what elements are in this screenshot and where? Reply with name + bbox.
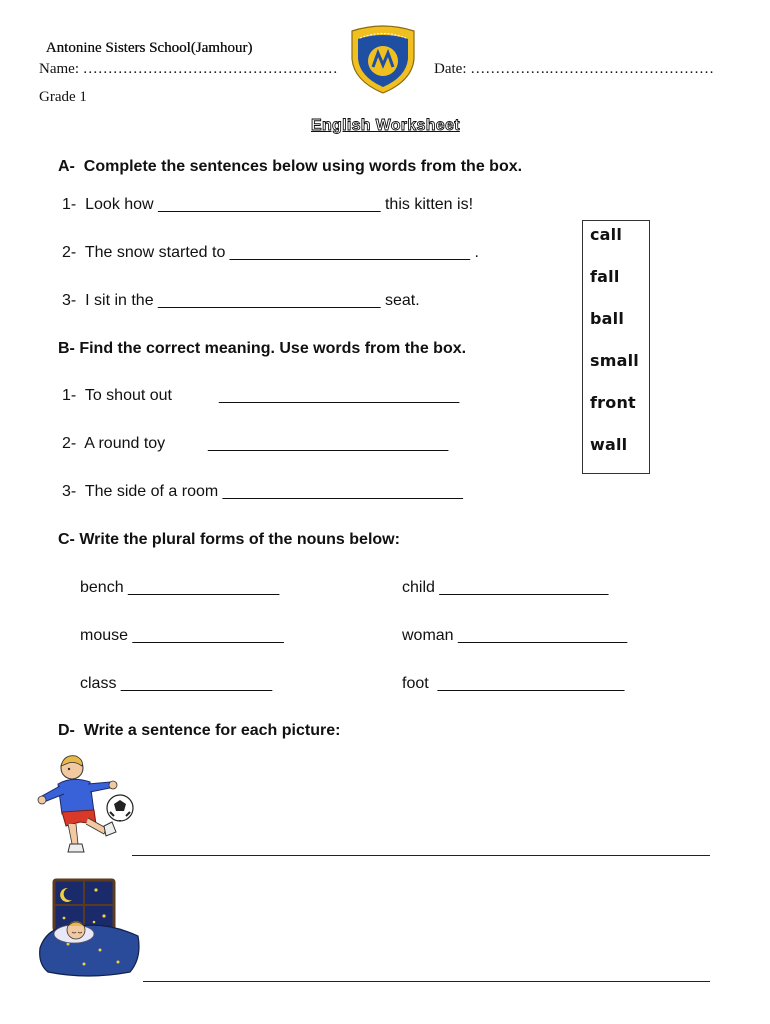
grade-label: Grade 1 bbox=[39, 89, 87, 105]
answer-blank[interactable]: _________________ bbox=[120, 675, 273, 692]
answer-blank[interactable]: ___________________________ bbox=[222, 483, 463, 500]
boy-kicking-ball-picture bbox=[36, 752, 136, 856]
school-logo bbox=[346, 25, 420, 95]
answer-blank[interactable]: _________________________ bbox=[158, 292, 381, 309]
section-a-item-3: 3- I sit in the _________________________ seat. bbox=[62, 292, 420, 309]
answer-blank[interactable]: _____________________ bbox=[437, 675, 625, 692]
date-field[interactable]: Date: …………….…………………………… bbox=[434, 61, 714, 77]
answer-blank[interactable]: ___________________________ bbox=[208, 435, 449, 452]
section-b-heading: B- Find the correct meaning. Use words from the box. bbox=[58, 340, 467, 357]
plural-item-child: child ___________________ bbox=[402, 579, 609, 596]
plural-item-class: class _________________ bbox=[80, 675, 273, 692]
section-a-item-1: 1- Look how _________________________ this kitten is! bbox=[62, 196, 474, 213]
school-name: Antonine Sisters School bbox=[45, 40, 191, 56]
section-b-item-2-text: 2- A round toy bbox=[62, 435, 166, 452]
word-box-item: wall bbox=[590, 435, 628, 454]
answer-blank[interactable]: _________________ bbox=[132, 627, 284, 644]
plural-item-bench: bench _________________ bbox=[80, 579, 280, 596]
sentence-line-1[interactable] bbox=[132, 855, 710, 856]
name-field[interactable]: Name: …………………………………………… bbox=[39, 61, 338, 77]
plural-item-foot: foot _____________________ bbox=[402, 675, 625, 692]
sleeping-child-picture bbox=[38, 878, 144, 980]
school-location: (Jamhour) bbox=[190, 40, 253, 56]
worksheet-title: English Worksheet bbox=[311, 117, 460, 134]
answer-blank[interactable]: _________________ bbox=[128, 579, 280, 596]
word-box-item: front bbox=[590, 393, 636, 412]
answer-blank[interactable]: ___________________ bbox=[458, 627, 628, 644]
answer-blank[interactable]: _________________________ bbox=[158, 196, 381, 213]
school-heading bbox=[39, 23, 252, 57]
plural-item-woman: woman ___________________ bbox=[402, 627, 628, 644]
answer-blank[interactable]: ___________________________ bbox=[219, 387, 460, 404]
word-box-item: small bbox=[590, 351, 639, 370]
section-b-item-1-text: 1- To shout out bbox=[62, 387, 172, 404]
section-a-heading: A- Complete the sentences below using words from the box. bbox=[58, 158, 523, 175]
answer-blank[interactable]: ___________________ bbox=[439, 579, 609, 596]
section-b-item-3: 3- The side of a room ___________________________ bbox=[62, 483, 463, 500]
word-box-item: fall bbox=[590, 267, 620, 286]
answer-blank[interactable]: ___________________________ bbox=[229, 244, 471, 261]
word-box-item: call bbox=[590, 225, 623, 244]
word-box-item: ball bbox=[590, 309, 625, 328]
section-c-heading: C- Write the plural forms of the nouns below: bbox=[58, 531, 400, 548]
section-d-heading: D- Write a sentence for each picture: bbox=[58, 722, 341, 739]
word-box bbox=[582, 220, 650, 474]
plural-item-mouse: mouse _________________ bbox=[80, 627, 284, 644]
sentence-line-2[interactable] bbox=[143, 981, 710, 982]
section-a-item-2: 2- The snow started to ___________________________ . bbox=[62, 244, 479, 261]
